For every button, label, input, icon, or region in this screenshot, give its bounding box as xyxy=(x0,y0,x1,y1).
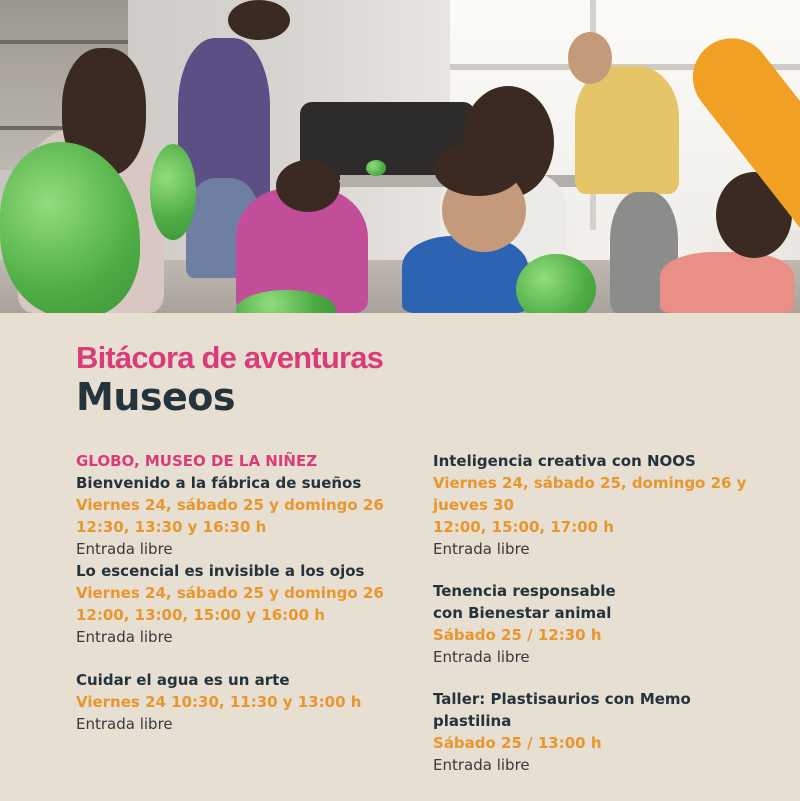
photo-green-ball xyxy=(366,160,386,176)
event-name: Cuidar el agua es un arte xyxy=(76,671,290,689)
event-item xyxy=(76,450,396,560)
photo-child-pink-head xyxy=(276,160,340,212)
event-entry: Entrada libre xyxy=(76,715,173,733)
photo-boy-blue-hair xyxy=(434,142,522,196)
photo-adult-left-head xyxy=(228,0,290,40)
event-item xyxy=(76,669,396,735)
event-name: Tenencia responsable xyxy=(433,582,616,600)
event-times: 12:30, 13:30 y 16:30 h xyxy=(76,518,267,536)
photo-adult-right-head xyxy=(568,32,612,84)
event-entry: Entrada libre xyxy=(76,628,173,646)
event-times: 12:00, 15:00, 17:00 h xyxy=(433,518,614,536)
events-column-right xyxy=(433,450,747,776)
event-entry: Entrada libre xyxy=(433,756,530,774)
event-when: Sábado 25 / 13:00 h xyxy=(433,734,602,752)
event-days: Viernes 24, sábado 25 y domingo 26 xyxy=(76,584,384,602)
event-name: plastilina xyxy=(433,712,512,730)
page-title: Museos xyxy=(76,375,235,419)
page-subtitle: Bitácora de aventuras xyxy=(76,340,384,375)
event-times: 12:00, 13:00, 15:00 y 16:00 h xyxy=(76,606,325,624)
photo-child-coral xyxy=(660,252,794,313)
event-name: Inteligencia creativa con NOOS xyxy=(433,452,696,470)
event-entry: Entrada libre xyxy=(76,540,173,558)
event-entry: Entrada libre xyxy=(433,648,530,666)
header-photo xyxy=(0,0,800,313)
event-item xyxy=(433,450,747,580)
photo-green-ball xyxy=(150,144,196,240)
event-item xyxy=(433,688,733,776)
photo-shelf-board xyxy=(0,40,128,44)
event-name: Lo escencial es invisible a los ojos xyxy=(76,562,365,580)
event-item xyxy=(76,560,396,669)
events-column-left xyxy=(76,450,396,735)
event-name: Bienvenido a la fábrica de sueños xyxy=(76,474,362,492)
event-when: Sábado 25 / 12:30 h xyxy=(433,626,602,644)
event-days: Viernes 24, sábado 25, domingo 26 y xyxy=(433,474,747,492)
event-entry: Entrada libre xyxy=(433,540,530,558)
event-days: jueves 30 xyxy=(433,496,514,514)
event-name: con Bienestar animal xyxy=(433,604,612,622)
photo-adult-right xyxy=(575,66,679,194)
event-days: Viernes 24, sábado 25 y domingo 26 xyxy=(76,496,384,514)
event-name: Taller: Plastisaurios con Memo xyxy=(433,690,691,708)
event-days: Viernes 24 10:30, 11:30 y 13:00 h xyxy=(76,693,362,711)
event-item xyxy=(433,580,733,688)
event-venue: GLOBO, MUSEO DE LA NIÑEZ xyxy=(76,452,318,470)
